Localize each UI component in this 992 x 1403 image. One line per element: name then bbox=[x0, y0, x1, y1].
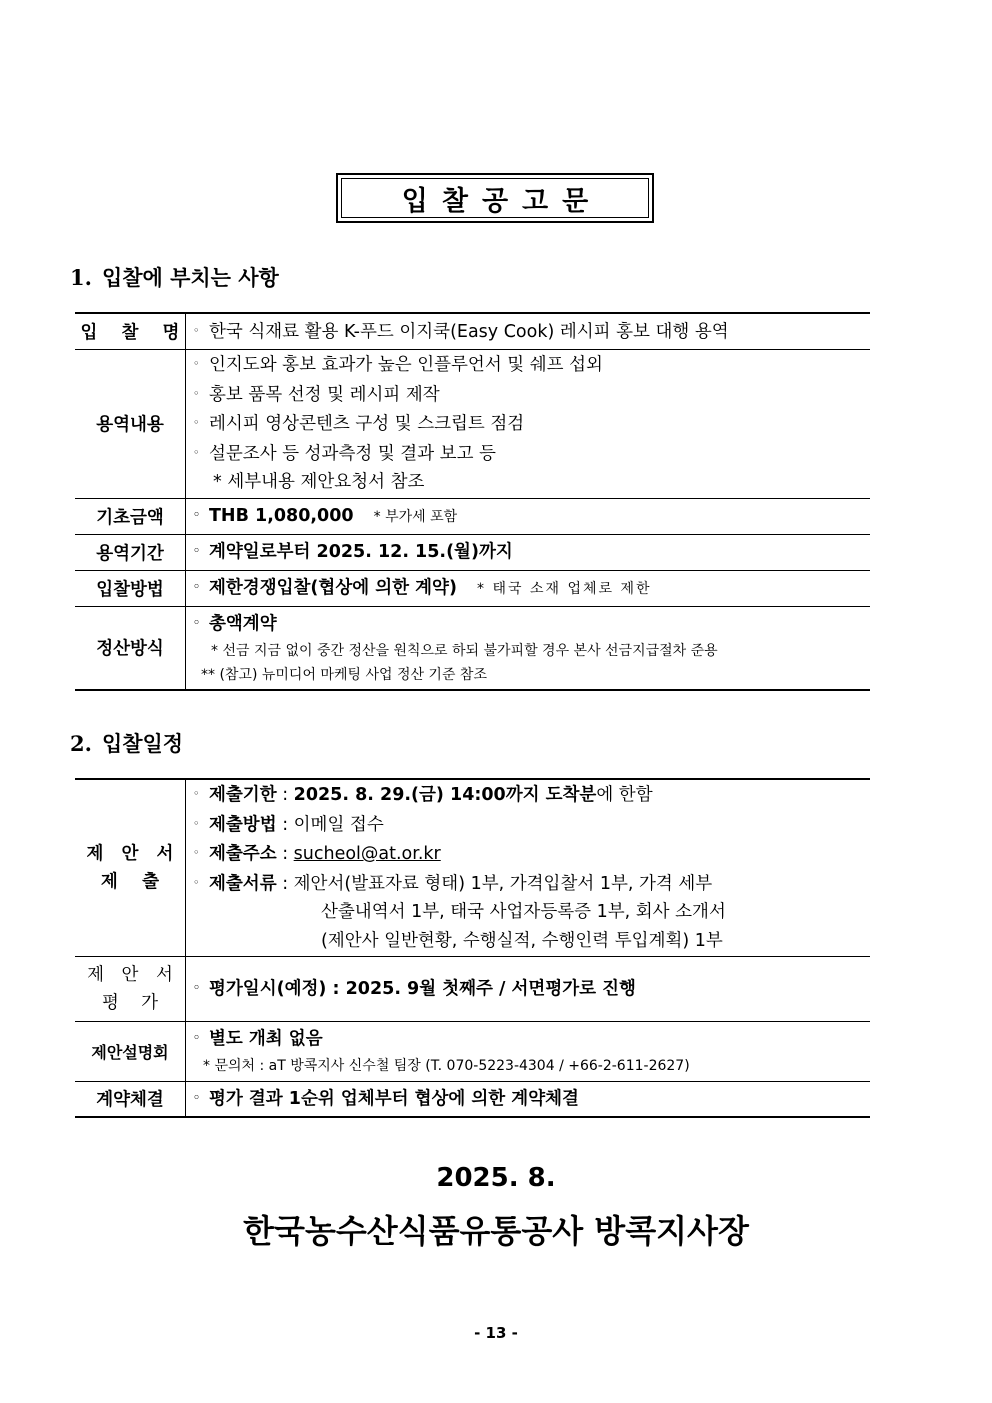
bullet-icon: ◦ bbox=[193, 445, 200, 459]
bid-schedule-table bbox=[75, 778, 870, 1118]
table-row-bid-name bbox=[75, 313, 870, 349]
bullet-icon: ◦ bbox=[193, 787, 200, 801]
row-label: 용역내용 bbox=[75, 349, 186, 498]
settlement-value: 총액계약 bbox=[209, 614, 277, 634]
bullet-icon: ◦ bbox=[193, 416, 200, 430]
service-period-value: 계약일로부터 2025. 12. 15.(월)까지 bbox=[209, 542, 513, 563]
row-content bbox=[186, 956, 871, 1021]
table-row-proposal-submission bbox=[75, 779, 870, 956]
contract-value: 평가 결과 1순위 업체부터 협상에 의한 계약체결 bbox=[209, 1089, 579, 1109]
bullet-icon: ◦ bbox=[193, 544, 201, 558]
row-content bbox=[186, 606, 871, 690]
section-1-heading bbox=[70, 262, 279, 292]
row-content: ◦ 인지도와 홍보 효과가 높은 인플루언서 및 쉐프 섭외 ◦ 홍보 품목 선정 및 레시피 제작 ◦ 레시피 영상콘텐츠 구성 및 스크립트 점검 ◦ 설문조사 등 성과측정 및 결과 보고 등 * 세부내용 제안요청서 참조 bbox=[186, 349, 871, 498]
bullet-icon: ◦ bbox=[193, 980, 201, 994]
reference-note: * 세부내용 제안요청서 참조 bbox=[213, 472, 425, 493]
row-label: 계약체결 bbox=[75, 1081, 186, 1117]
bullet-icon: ◦ bbox=[193, 875, 200, 889]
row-content bbox=[186, 1021, 871, 1081]
bullet-icon: ◦ bbox=[193, 507, 201, 521]
bullet-icon: ◦ bbox=[193, 1091, 201, 1104]
settlement-note-1: * 선금 지금 없이 중간 정산을 원칙으로 하되 불가피할 경우 본사 선금지급절차 준용 bbox=[211, 642, 718, 659]
row-label: 입찰방법 bbox=[75, 570, 186, 606]
row-label: 기초금액 bbox=[75, 498, 186, 534]
bullet-icon: ◦ bbox=[193, 386, 200, 400]
table-row-briefing bbox=[75, 1021, 870, 1081]
row-content bbox=[186, 1081, 871, 1117]
evaluation-value: 평가일시(예정) : 2025. 9월 첫째주 / 서면평가로 진행 bbox=[209, 978, 636, 999]
table-row-bid-method bbox=[75, 570, 870, 606]
row-content bbox=[186, 779, 871, 956]
bullet-icon: ◦ bbox=[193, 579, 201, 593]
vat-note: * 부가세 포함 bbox=[373, 508, 458, 525]
section-1-number: 1. bbox=[70, 265, 92, 290]
restriction-note: * 태국 소재 업체로 제한 bbox=[477, 580, 652, 597]
bullet-icon: ◦ bbox=[193, 357, 200, 371]
row-label: 입 찰 명 bbox=[75, 313, 186, 349]
announcement-date: 2025. 8. bbox=[436, 1163, 556, 1193]
section-2-heading bbox=[70, 728, 183, 758]
table-row-service-content bbox=[75, 349, 870, 498]
issuing-organization: 한국농수산식품유통공사 방콕지사장 bbox=[243, 1212, 749, 1250]
address-item: ◦ 제출주소 : sucheol@at.or.kr bbox=[193, 839, 870, 869]
section-2-title: 입찰일정 bbox=[101, 731, 184, 756]
table-row-contract bbox=[75, 1081, 870, 1117]
method-item: ◦ 제출방법 : 이메일 접수 bbox=[193, 810, 870, 840]
row-label: 제안설명회 bbox=[75, 1021, 186, 1081]
row-content bbox=[186, 570, 871, 606]
row-label: 제 안 서 제 출 bbox=[75, 779, 186, 956]
bullet-icon: ◦ bbox=[193, 816, 200, 830]
submission-email-link[interactable]: sucheol@at.or.kr bbox=[293, 844, 441, 865]
briefing-value: 별도 개최 없음 bbox=[209, 1029, 323, 1050]
table-row-settlement bbox=[75, 606, 870, 690]
table-row-service-period bbox=[75, 534, 870, 570]
row-content bbox=[186, 534, 871, 570]
section-1-title: 입찰에 부치는 사항 bbox=[101, 265, 279, 290]
bid-method-value: 제한경쟁입찰(협상에 의한 계약) bbox=[209, 577, 457, 598]
deadline-item: ◦ 제출기한 : 2025. 8. 29.(금) 14:00까지 도착분에 한함 bbox=[193, 780, 870, 810]
bullet-icon: ◦ bbox=[193, 1031, 201, 1045]
bullet-icon: ◦ bbox=[193, 616, 201, 629]
documents-item: ◦ 제출서류 : 제안서(발표자료 형태) 1부, 가격입찰서 1부, 가격 세부 산출내역서 1부, 태국 사업자등록증 1부, 회사 소개서 (제안사 일반현황, 수행실적, 수행인력 투입계획) 1부 bbox=[193, 869, 870, 956]
bullet-icon: ◦ bbox=[193, 323, 200, 337]
row-label: 용역기간 bbox=[75, 534, 186, 570]
table-row-proposal-evaluation bbox=[75, 956, 870, 1021]
row-label: 제 안 서 평 가 bbox=[75, 956, 186, 1021]
bullet-icon: ◦ bbox=[193, 846, 200, 860]
row-content bbox=[186, 498, 871, 534]
table-row-base-price bbox=[75, 498, 870, 534]
section-2-number: 2. bbox=[70, 731, 92, 756]
contact-note: * 문의처 : aT 방콕지사 신수철 팀장 (T. 070-5223-4304 / +66-2-611-2627) bbox=[203, 1057, 690, 1074]
row-content: ◦ 한국 식재료 활용 K-푸드 이지쿡(Easy Cook) 레시피 홍보 대행 용역 bbox=[186, 313, 871, 349]
row-label: 정산방식 bbox=[75, 606, 186, 690]
settlement-note-2: ** (참고) 뉴미디어 마케팅 사업 정산 기준 참조 bbox=[201, 666, 487, 683]
document-title: 입찰공고문 bbox=[401, 185, 603, 217]
base-price-value: THB 1,080,000 bbox=[209, 505, 354, 526]
document-title-inner-border bbox=[341, 178, 649, 218]
bid-details-table bbox=[75, 312, 870, 691]
document-title-box bbox=[336, 173, 654, 223]
page-number: - 13 - bbox=[474, 1324, 518, 1342]
